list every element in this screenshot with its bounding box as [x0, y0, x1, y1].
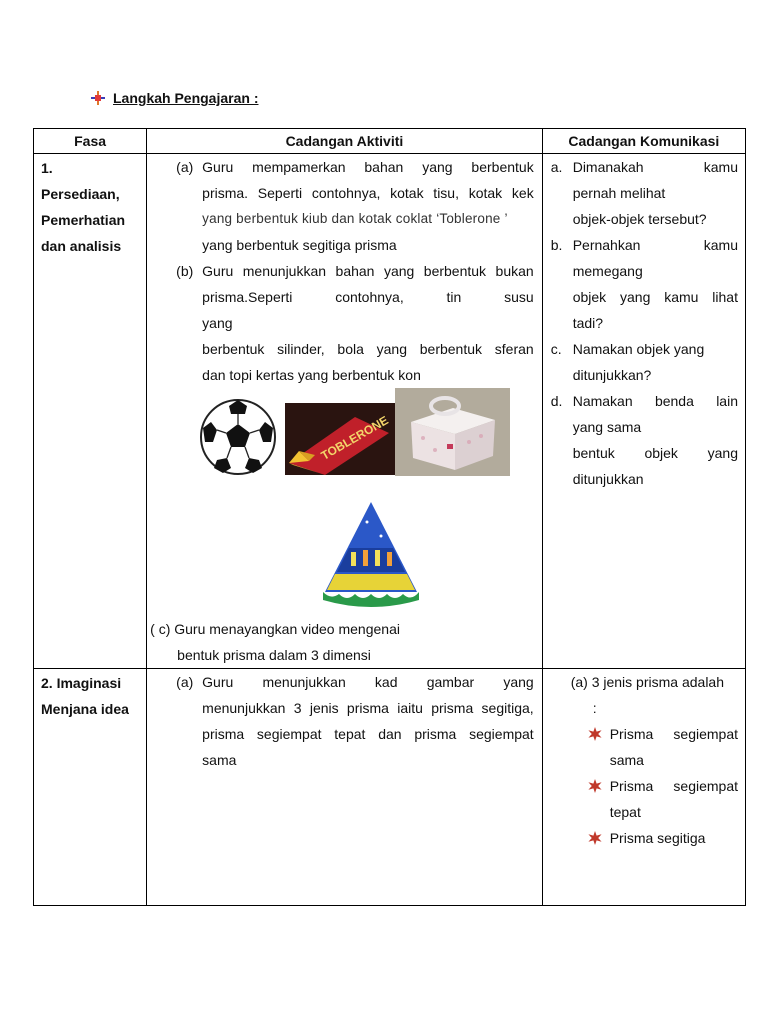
text-line: (a) 3 jenis prisma adalah [570, 674, 724, 690]
cake-box-image [395, 388, 510, 476]
text-line: dan topi kertas yang berbentuk kon [202, 367, 421, 383]
heading-bullet-icon [90, 90, 106, 106]
text-word: kamu [703, 159, 738, 175]
fasa-number: 1. [41, 160, 53, 176]
text-line [573, 440, 738, 466]
aktiviti-item-a [176, 669, 534, 773]
text-line: prisma.Seperti contohnya, tin susu yang [202, 289, 534, 331]
section-heading [90, 90, 258, 106]
text-line: tadi? [572, 315, 604, 331]
item-label: (b) [176, 263, 194, 279]
text-line: ditunjukkan [572, 471, 644, 487]
item-label: c. [550, 341, 562, 357]
item-label: b. [550, 237, 563, 253]
text-line [202, 154, 534, 180]
text-line: Prisma segitiga [609, 830, 706, 846]
item-label: (a) [176, 159, 194, 175]
text-word: objek [572, 289, 607, 305]
aktiviti-item-a [176, 154, 534, 258]
text-word: lain [716, 393, 738, 409]
aktiviti-item-c [150, 616, 534, 668]
text-line: objek-objek tersebut? [572, 211, 707, 227]
header-aktiviti: Cadangan Aktiviti [147, 129, 543, 154]
table-header-row [34, 129, 746, 154]
text-word: Pernahkan [572, 237, 641, 253]
text-line [573, 154, 738, 180]
text-line [610, 721, 738, 747]
aktiviti-item-b [176, 258, 534, 388]
text-line: prisma segiempat tepat dan prisma segiempat [202, 726, 534, 742]
table-row [34, 154, 746, 669]
fasa-line: Menjana idea [41, 701, 129, 717]
text-line: : [592, 700, 597, 716]
text-word: Namakan [572, 393, 633, 409]
text-line: memegang [572, 263, 643, 279]
text-line: sama [609, 752, 644, 768]
text-word: yang [707, 445, 738, 461]
item-label: d. [550, 393, 563, 409]
komunikasi-item-d [551, 388, 738, 492]
komunikasi-item-c [551, 336, 738, 388]
komunikasi-item-a [551, 154, 738, 206]
text-word: kamu [703, 237, 738, 253]
text-word: yang [620, 289, 651, 305]
komunikasi-cell [542, 669, 745, 906]
text-word: lihat [712, 289, 738, 305]
star-bullet-icon [588, 831, 602, 845]
text-line: prisma. Seperti contohnya, kotak tisu, kotak kek [202, 185, 534, 201]
text-line: yang sama [572, 419, 642, 435]
list-item [588, 825, 738, 851]
text-word: bentuk [572, 445, 615, 461]
komunikasi-item-b [551, 232, 738, 336]
text-line-content: Guru mempamerkan bahan yang berbentuk [202, 159, 534, 175]
text-line: menunjukkan 3 jenis prisma iaitu prisma segitiga, [202, 700, 534, 716]
toblerone-label: TOBLERONE [318, 413, 391, 463]
fasa-line: 2. Imaginasi [41, 675, 122, 691]
text-word: Prisma [609, 778, 654, 794]
text-line: pernah melihat [572, 185, 666, 201]
text-line: ditunjukkan? [572, 367, 652, 383]
lesson-table [33, 128, 746, 906]
aktiviti-cell [147, 154, 543, 669]
fasa-line: Persediaan, [41, 186, 120, 202]
fasa-cell [34, 669, 147, 906]
text-line: Guru menunjukkan bahan yang berbentuk bukan [202, 263, 534, 279]
product-images [147, 388, 534, 496]
fasa-line: Pemerhatian [41, 212, 126, 228]
text-word: segiempat [673, 778, 738, 794]
toblerone-image [285, 403, 395, 475]
aktiviti-cell [147, 669, 543, 906]
text-line: berbentuk silinder, bola yang berbentuk sferan [202, 341, 534, 357]
text-word: objek [644, 445, 678, 461]
soccer-ball-image [199, 398, 277, 476]
text-line: yang berbentuk segitiga prisma [202, 237, 397, 253]
text-line: Namakan objek yang [572, 341, 705, 357]
item-label: a. [550, 159, 563, 175]
text-line [573, 232, 738, 258]
item-label: (a) [176, 674, 194, 690]
text-line [573, 284, 738, 310]
party-hat-image [321, 500, 421, 612]
fasa-cell [34, 154, 147, 669]
star-bullet-icon [588, 779, 602, 793]
header-fasa: Fasa [34, 129, 147, 154]
table-row [34, 669, 746, 906]
text-line: yang berbentuk kiub dan kotak coklat ‘Toblerone ’ [202, 211, 508, 226]
text-line [610, 773, 738, 799]
komunikasi-cell [542, 154, 745, 669]
star-bullet-icon [588, 727, 602, 741]
text-line: bentuk prisma dalam 3 dimensi [177, 647, 371, 663]
text-word: segiempat [673, 726, 738, 742]
text-word: kamu [664, 289, 699, 305]
list-item [588, 721, 738, 773]
text-word: Prisma [609, 726, 654, 742]
text-line: ( c) Guru menayangkan video mengenai [150, 621, 400, 637]
heading-title: Langkah Pengajaran : [113, 90, 259, 106]
party-hat-wrap [176, 496, 534, 616]
text-word: Dimanakah [572, 159, 644, 175]
list-item [588, 773, 738, 825]
text-line [573, 388, 738, 414]
text-line: sama [202, 752, 237, 768]
header-komunikasi: Cadangan Komunikasi [542, 129, 745, 154]
fasa-line: dan analisis [41, 238, 122, 254]
text-line: tepat [609, 804, 641, 820]
text-word: benda [654, 393, 694, 409]
text-line: Guru menunjukkan kad gambar yang [202, 674, 534, 690]
